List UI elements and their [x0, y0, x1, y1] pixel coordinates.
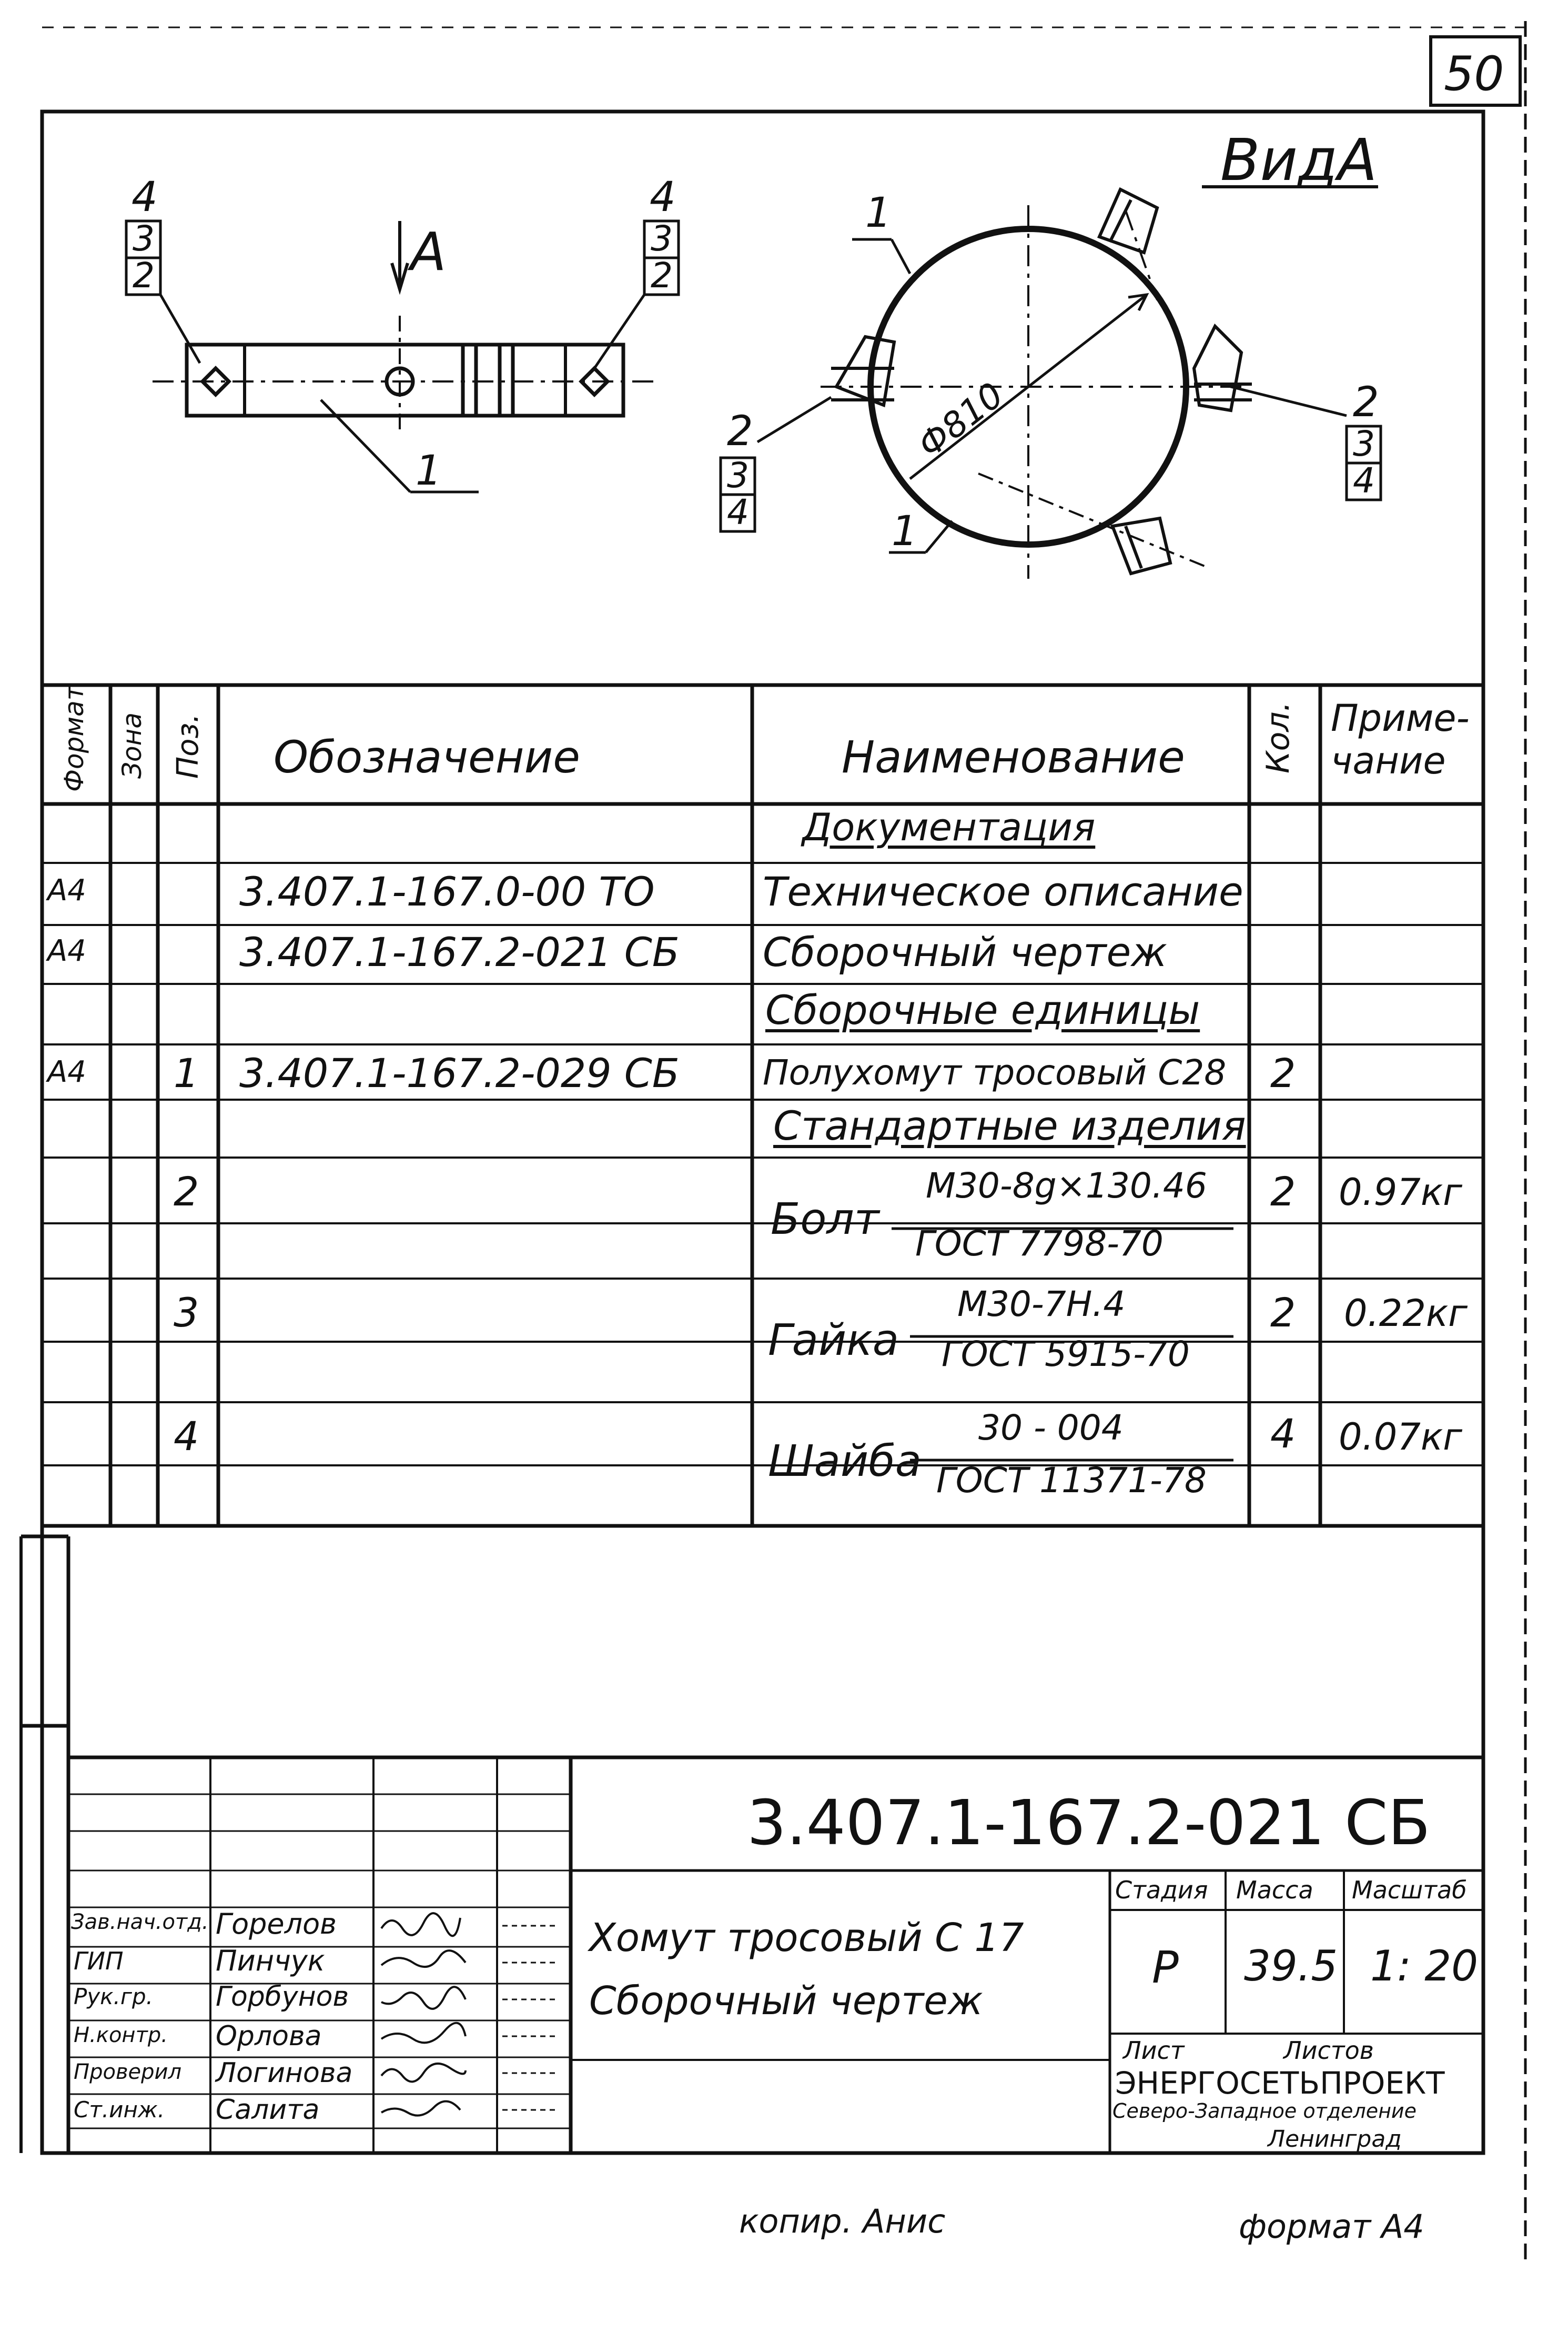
- part-1-side: 1: [416, 447, 442, 495]
- row4-qty: 2: [1270, 1050, 1296, 1097]
- row1-designation: 3.407.1-167.0-00 ТО: [239, 868, 655, 915]
- diameter-label: Ф810: [910, 374, 1011, 466]
- row6-note: 0.97кг: [1339, 1171, 1462, 1214]
- header-pos: Поз.: [171, 713, 205, 779]
- row2-designation: 3.407.1-167.2-021 СБ: [239, 929, 680, 976]
- scale-value: 1: 20: [1370, 1942, 1479, 1990]
- row8-pos: 4: [174, 1413, 199, 1460]
- org-line1: ЭНЕРГОСЕТЬПРОЕКТ: [1115, 2065, 1445, 2101]
- row1-name: Техническое описание: [763, 868, 1243, 915]
- callout-left-3: 3: [133, 218, 155, 259]
- signer-name-4: Орлова: [216, 2020, 322, 2052]
- signer-name-3: Горбунов: [216, 1981, 349, 2013]
- row2-format: А4: [47, 934, 86, 968]
- signer-role-3: Рук.гр.: [74, 1984, 153, 2009]
- sheet-label: Лист: [1123, 2036, 1185, 2065]
- row8-qty: 4: [1270, 1410, 1296, 1457]
- row4-format: А4: [47, 1055, 86, 1089]
- callout-ll-4: 4: [727, 492, 749, 532]
- section-assembly-units: Сборочные единицы: [765, 987, 1200, 1033]
- stage-value: Р: [1152, 1942, 1179, 1993]
- callout-lr-3: 3: [1353, 424, 1375, 464]
- signer-role-1: Зав.нач.отд.: [71, 1910, 209, 1934]
- arrow-a-label: А: [410, 221, 447, 283]
- doc-number: 3.407.1-167.2-021 СБ: [747, 1786, 1431, 1859]
- signer-name-6: Салита: [216, 2094, 320, 2126]
- row6-pos: 2: [174, 1168, 199, 1215]
- header-name: Наименование: [842, 731, 1185, 783]
- header-note: Приме- чание: [1331, 697, 1470, 782]
- row6-qty: 2: [1270, 1168, 1296, 1215]
- row8-name-num: 30 - 004: [978, 1407, 1124, 1448]
- signer-name-2: Пинчук: [216, 1944, 325, 1977]
- callout-right-2: 2: [651, 255, 673, 296]
- signer-name-5: Логинова: [216, 2057, 353, 2089]
- title-line2: Сборочный чертеж: [589, 1978, 983, 2024]
- section-documentation: Документация: [802, 805, 1096, 849]
- signer-role-5: Проверил: [74, 2060, 182, 2084]
- section-standard-items: Стандартные изделия: [773, 1102, 1246, 1149]
- row6-name-den: ГОСТ 7798-70: [915, 1223, 1164, 1264]
- signer-role-6: Ст.инж.: [74, 2097, 165, 2123]
- view-a-label: ВидА: [1220, 126, 1378, 194]
- row7-pos: 3: [174, 1289, 199, 1336]
- header-format: Формат: [59, 685, 89, 792]
- header-designation: Обозначение: [274, 731, 580, 783]
- callout-lr-4: 4: [1353, 460, 1375, 501]
- mass-label: Масса: [1236, 1876, 1313, 1904]
- org-line2: Северо-Западное отделение: [1112, 2099, 1417, 2123]
- row4-name: Полухомут тросовый С28: [763, 1052, 1227, 1093]
- footer-format: формат А4: [1239, 2207, 1424, 2246]
- callout-lr-2: 2: [1353, 379, 1379, 426]
- row6-name: Болт: [771, 1194, 879, 1244]
- stage-label: Стадия: [1115, 1876, 1208, 1904]
- signer-name-1: Горелов: [216, 1907, 337, 1940]
- signer-role-2: ГИП: [74, 1947, 124, 1975]
- row8-note: 0.07кг: [1339, 1415, 1462, 1459]
- callout-right-4: 4: [650, 174, 676, 221]
- callout-right-3: 3: [651, 218, 673, 259]
- scale-label: Масштаб: [1352, 1876, 1467, 1904]
- footer-copied: копир. Анис: [739, 2202, 946, 2240]
- org-line3: Ленинград: [1268, 2126, 1402, 2153]
- callout-left-4: 4: [131, 174, 158, 221]
- row4-pos: 1: [174, 1050, 199, 1097]
- sheets-label: Листов: [1283, 2036, 1374, 2065]
- mass-value: 39.5: [1244, 1942, 1338, 1990]
- row7-name: Гайка: [768, 1315, 899, 1365]
- row7-name-den: ГОСТ 5915-70: [942, 1334, 1190, 1374]
- header-zone: Зона: [117, 712, 147, 779]
- header-qty: Кол.: [1260, 701, 1297, 773]
- row8-name-den: ГОСТ 11371-78: [936, 1460, 1207, 1501]
- row6-name-num: М30-8g×130.46: [926, 1165, 1207, 1206]
- part-1-top: 1: [865, 189, 892, 237]
- callout-left-2: 2: [133, 255, 155, 296]
- row4-designation: 3.407.1-167.2-029 СБ: [239, 1050, 680, 1097]
- row1-format: А4: [47, 873, 86, 908]
- sheet-number: 50: [1444, 46, 1504, 102]
- title-line1: Хомут тросовый С 17: [589, 1915, 1024, 1960]
- part-1-bottom: 1: [892, 508, 918, 555]
- row7-name-num: М30-7Н.4: [957, 1284, 1126, 1324]
- signer-role-4: Н.контр.: [74, 2023, 168, 2047]
- row7-qty: 2: [1270, 1289, 1296, 1336]
- callout-ll-3: 3: [727, 455, 749, 496]
- row2-name: Сборочный чертеж: [763, 929, 1167, 976]
- row7-note: 0.22кг: [1344, 1292, 1468, 1335]
- callout-ll-2: 2: [727, 408, 753, 455]
- row8-name: Шайба: [768, 1436, 922, 1486]
